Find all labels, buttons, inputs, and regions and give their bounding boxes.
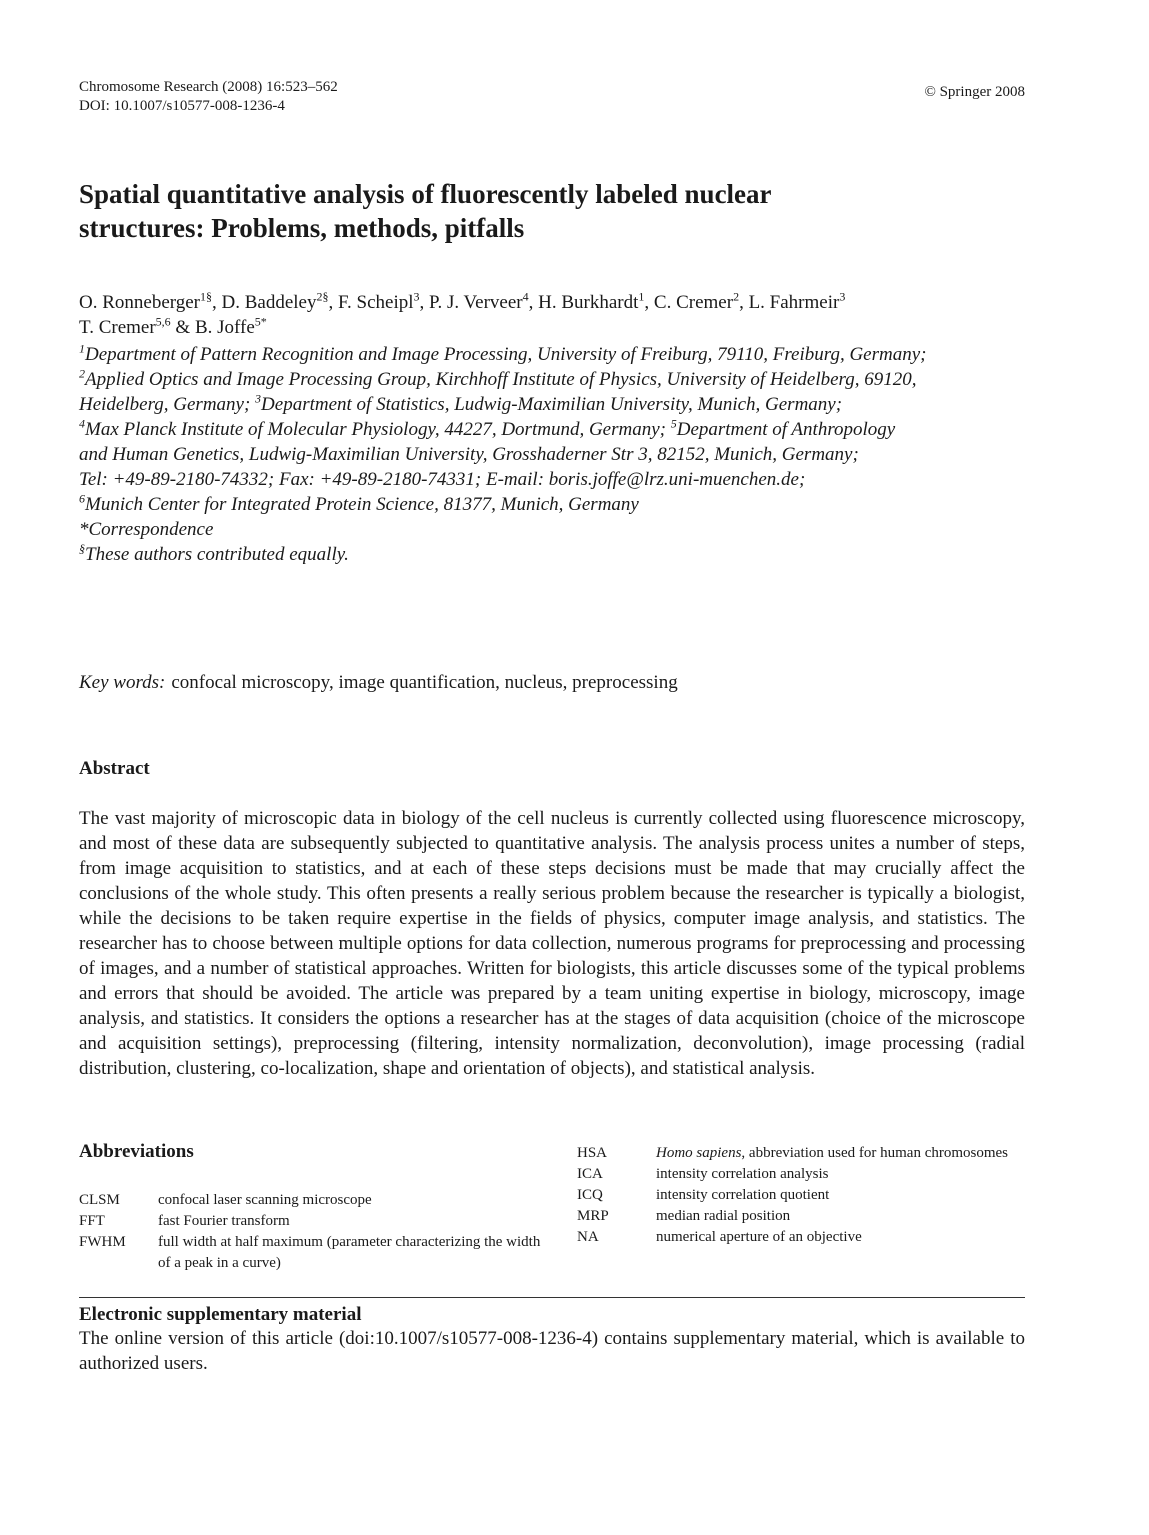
- author-sup: 3: [839, 289, 846, 304]
- author-sup: 2§: [316, 289, 329, 304]
- abbreviation-row: [79, 1211, 549, 1232]
- affiliation-line: [79, 492, 1039, 517]
- abbreviation-definition: numerical aperture of an objective: [656, 1229, 862, 1245]
- affiliation-line: [79, 392, 1039, 417]
- abstract-text: The vast majority of microscopic data in biology of the cell nucleus is currently collected using fluorescence microscopy, and most of these data are subsequently subjected to quantitative analysis. The analysis process unites a number of steps, from image acquisition to statistics, and at each of these steps decisions must be made that may crucially affect the conclusions of the whole study. This often presents a really serious problem because the researcher is typically a biologist, while the decisions to be taken require expertise in the fields of physics, computer image analysis, and statistics. The researcher has to choose between multiple options for data collection, numerous programs for preprocessing and processing of images, and a number of statistical approaches. Written for biologists, this article discusses some of the typical problems and errors that should be avoided. The article was prepared by a team uniting expertise in biology, microscopy, image analysis, and statistics. It considers the options a researcher has at the stages of data acquisition (choice of the microscope and acquisition settings), preprocessing (filtering, intensity normalization, deconvolution), image processing (radial distribution, clustering, co-localization, shape and orientation of objects), and statistical analysis.: [79, 808, 1025, 1079]
- abbreviations-right-column: [577, 1143, 1025, 1248]
- abbreviation-definition: intensity correlation quotient: [656, 1187, 830, 1203]
- abbreviation-term: FWHM: [79, 1234, 126, 1250]
- abbreviation-row: [577, 1206, 1025, 1227]
- definition-rest: , abbreviation used for human chromosomes: [741, 1145, 1009, 1161]
- author-sup: 1: [638, 289, 645, 304]
- affil-sup: 3: [255, 391, 262, 406]
- abbreviation-definition: fast Fourier transform: [158, 1213, 290, 1229]
- keywords: [79, 670, 678, 695]
- abbreviation-term: NA: [577, 1229, 599, 1245]
- affil-text: Department of Anthropology: [676, 419, 896, 440]
- title-line-2: structures: Problems, methods, pitfalls: [79, 213, 525, 243]
- affil-sup: 4: [79, 416, 85, 431]
- abbreviations-heading: Abbreviations: [79, 1141, 194, 1162]
- author-sup: 5,6: [155, 314, 171, 329]
- author: P. J. Verveer: [429, 292, 523, 313]
- abbreviation-row: [577, 1164, 1025, 1185]
- keywords-label: Key words:: [79, 672, 166, 693]
- abbreviation-row: [577, 1143, 1025, 1164]
- doi-line[interactable]: DOI: 10.1007/s10577-008-1236-4: [79, 98, 285, 114]
- abbreviation-row: [577, 1227, 1025, 1248]
- abbreviation-definition: [656, 1143, 1025, 1164]
- author: H. Burkhardt: [538, 292, 639, 313]
- affiliation-line: [79, 342, 1039, 367]
- author-sup: 2: [733, 289, 740, 304]
- affiliation-line: [79, 417, 1039, 442]
- abbreviation-term: CLSM: [79, 1192, 120, 1208]
- affil-sup: 5: [670, 416, 677, 431]
- abstract-heading: Abstract: [79, 758, 150, 779]
- affil-text: These authors contributed equally.: [85, 544, 349, 565]
- author: C. Cremer: [653, 292, 734, 313]
- author-sup: 3: [413, 289, 420, 304]
- abbreviation-definition: full width at half maximum (parameter characterizing the width of a peak in a curve): [158, 1234, 541, 1271]
- affiliation-line: and Human Genetics, Ludwig-Maximilian University, Grosshaderner Str 3, 82152, Munich, Germany;: [79, 444, 859, 465]
- affil-text: Department of Pattern Recognition and Image Processing, University of Freiburg, 79110, Freiburg, Germany;: [85, 344, 927, 365]
- section-divider: [79, 1297, 1025, 1298]
- abbreviation-term: ICA: [577, 1166, 603, 1182]
- abbreviation-row: [79, 1190, 549, 1211]
- abbreviation-row: [79, 1232, 549, 1274]
- affil-text: Department of Statistics, Ludwig-Maximilian University, Munich, Germany;: [261, 394, 843, 415]
- affil-text: Munich Center for Integrated Protein Science, 81377, Munich, Germany: [85, 494, 639, 515]
- supplementary-text: The online version of this article (doi:10.1007/s10577-008-1236-4) contains supplementary material, which is available to authorized users.: [79, 1328, 1025, 1374]
- copyright-notice: © Springer 2008: [924, 84, 1025, 100]
- author: T. Cremer: [79, 317, 156, 338]
- author: F. Scheipl: [338, 292, 414, 313]
- keywords-text: confocal microscopy, image quantification, nucleus, preprocessing: [171, 672, 678, 693]
- abbreviation-term: ICQ: [577, 1187, 603, 1203]
- author: D. Baddeley: [221, 292, 317, 313]
- abbreviation-term: MRP: [577, 1208, 609, 1224]
- supplementary-heading: Electronic supplementary material: [79, 1304, 362, 1325]
- abbreviations-left-column: [79, 1190, 549, 1274]
- affil-sup: 6: [79, 491, 85, 506]
- affiliations: [79, 342, 1039, 567]
- author: B. Joffe: [194, 317, 255, 338]
- title-line-1: Spatial quantitative analysis of fluorescently labeled nuclear: [79, 179, 772, 209]
- abbreviation-row: [577, 1185, 1025, 1206]
- journal-header: [79, 78, 338, 116]
- affil-text: Heidelberg, Germany;: [79, 394, 251, 415]
- affil-text: Max Planck Institute of Molecular Physiology, 44227, Dortmund, Germany;: [85, 419, 666, 440]
- equal-contribution-note: [79, 542, 1039, 567]
- author-sup: 5*: [254, 314, 267, 329]
- abbreviation-definition: confocal laser scanning microscope: [158, 1192, 372, 1208]
- author-sup: 1§: [200, 289, 213, 304]
- abbreviation-term: HSA: [577, 1145, 608, 1161]
- abbreviation-definition: intensity correlation analysis: [656, 1166, 829, 1182]
- correspondence-note: *Correspondence: [79, 519, 214, 540]
- author-list: O. Ronneberger$^{1\S}$, D. Baddeley$^{2\S}$, F. Scheipl$^3$, P. J. Verveer$^4$, H. Burkhardt$^1$, C. Cremer$^2$, L. Fahrmeir$^3$ T. Cremer$^{5,6}$ & B. Joffe$^{5*}$: [79, 289, 846, 338]
- affil-text: Applied Optics and Image Processing Group, Kirchhoff Institute of Physics, University of Heidelberg, 69120,: [85, 369, 917, 390]
- affiliation-line: [79, 367, 1039, 392]
- author-ampersand: &: [175, 317, 191, 338]
- paper-title: [79, 177, 979, 245]
- journal-citation: Chromosome Research (2008) 16:523–562: [79, 79, 338, 95]
- species-name: Homo sapiens: [656, 1145, 742, 1161]
- contact-line[interactable]: Tel: +49-89-2180-74332; Fax: +49-89-2180-74331; E-mail: boris.joffe@lrz.uni-muenchen.de;: [79, 469, 806, 490]
- author: L. Fahrmeir: [748, 292, 840, 313]
- abbreviation-definition: median radial position: [656, 1208, 791, 1224]
- affil-sup: §: [79, 541, 85, 556]
- affil-sup: 2: [79, 366, 85, 381]
- author-sup: 4: [522, 289, 529, 304]
- affil-sup: 1: [79, 341, 85, 356]
- abbreviation-term: FFT: [79, 1213, 105, 1229]
- author: O. Ronneberger: [79, 292, 201, 313]
